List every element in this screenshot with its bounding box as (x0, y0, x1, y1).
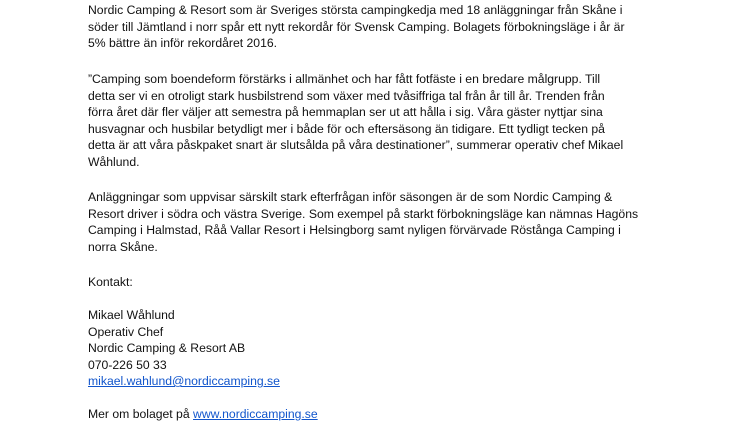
text-line: detta är att våra påskpaket snart är slutsålda på våra destinationer”, summerar operativ chef Mikael (88, 138, 624, 152)
contact-name: Mikael Wåhlund (88, 308, 175, 322)
paragraph-intro (88, 2, 625, 52)
text-line: Resort driver i södra och västra Sverige. Som exempel på starkt förbokningsläge kan nämnas Hagöns (88, 206, 639, 221)
text-line: Camping i Halmstad, Råå Vallar Resort i Helsingborg samt nyligen förvärvade Röstånga Camping i (88, 223, 621, 237)
contact-details (88, 307, 280, 390)
contact-email-link[interactable]: mikael.wahlund@nordiccamping.se (88, 374, 280, 388)
contact-label: Kontakt: (88, 275, 133, 289)
text-line: förra året där fler väljer att semestra på hemmaplan ser ut att hålla i sig. Våra gäster nyttjar sina (88, 105, 603, 119)
text-line: Wåhlund. (88, 154, 140, 169)
text-line: söder till Jämtland i norr spår ett nytt rekordår för Svensk Camping. Bolagets förbokningsläge i år är (88, 19, 625, 34)
contact-title: Operativ Chef (88, 324, 164, 339)
paragraph-quote (88, 71, 623, 170)
text-line: husvagnar och husbilar betydligt mer i både för och eftersäsong än tidigare. Ett tydligt tecken på (88, 121, 605, 136)
contact-email-line (88, 373, 280, 390)
paragraph-facilities (88, 189, 638, 255)
website-link[interactable]: www.nordiccamping.se (193, 407, 318, 421)
text-line: ”Camping som boendeform förstärks i allmänhet och har fått fotfäste i en bredare målgrupp. Till (88, 72, 601, 86)
text-line: 5% bättre än inför rekordåret 2016. (88, 36, 278, 50)
text-line: norra Skåne. (88, 239, 158, 254)
more-info (88, 406, 318, 423)
contact-phone: 070-226 50 33 (88, 357, 167, 372)
more-info-text: Mer om bolaget på (88, 407, 194, 421)
contact-company: Nordic Camping & Resort AB (88, 341, 246, 355)
contact-heading (88, 274, 133, 291)
text-line: Anläggningar som uppvisar särskilt stark efterfrågan inför säsongen är de som Nordic Camping & (88, 190, 613, 204)
more-info-line (88, 406, 318, 423)
text-line: detta ser vi en otroligt stark husbilstrend som växer med tvåsiffriga tal från år till år. Trenden från (88, 88, 605, 103)
text-line: Nordic Camping & Resort som är Sveriges största campingkedja med 18 anläggningar från Skåne i (88, 3, 623, 17)
